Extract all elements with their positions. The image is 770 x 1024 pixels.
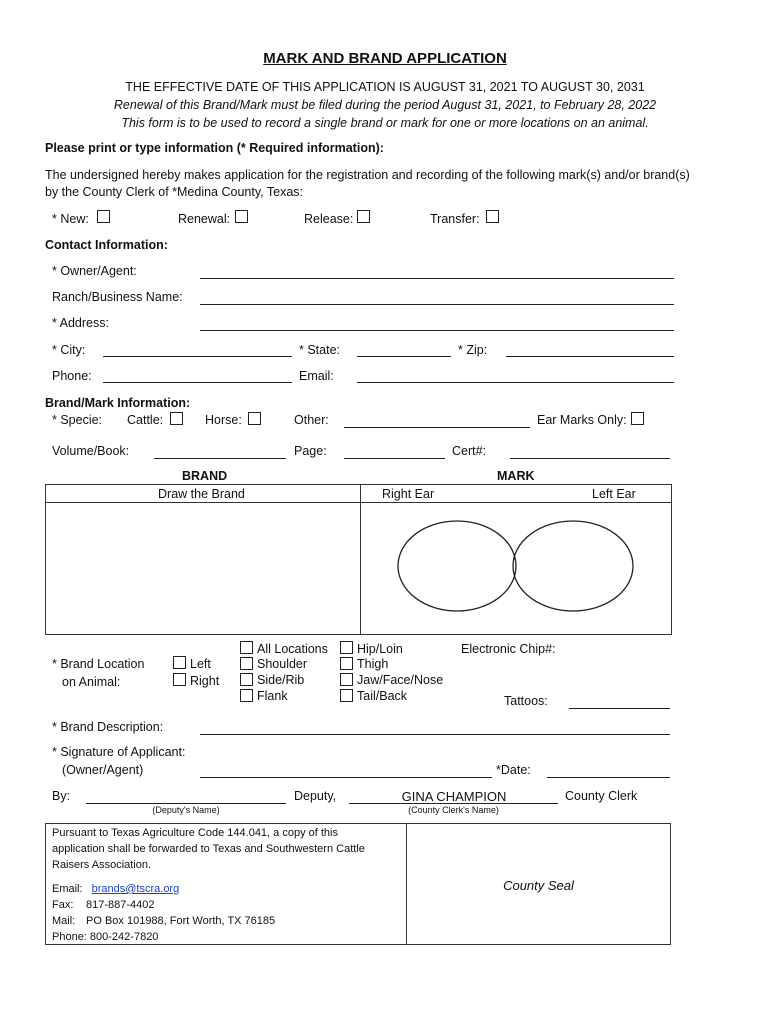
- by-label: By:: [52, 789, 71, 803]
- mark-heading: MARK: [497, 469, 535, 483]
- date-field[interactable]: [547, 777, 670, 778]
- page-field[interactable]: [344, 458, 445, 459]
- state-label: * State:: [299, 343, 340, 357]
- right-label: Right: [190, 674, 220, 688]
- all-locations-checkbox[interactable]: [240, 641, 253, 654]
- brand-heading: BRAND: [182, 469, 228, 483]
- right-ear-oval[interactable]: [398, 521, 516, 611]
- form-title: MARK AND BRAND APPLICATION: [263, 50, 507, 67]
- intro-line-1: The undersigned hereby makes application for the registration and recording of the following mark(s) and/or brand(s): [45, 168, 690, 182]
- zip-label: * Zip:: [458, 343, 488, 357]
- all-locations-label: All Locations: [257, 642, 328, 656]
- left-ear-label: Left Ear: [592, 487, 636, 501]
- deputys-name-caption: (Deputy's Name): [152, 805, 220, 815]
- address-label: * Address:: [52, 316, 109, 330]
- clerk-name: GINA CHAMPION: [401, 789, 507, 804]
- ear-marks-only-label: Ear Marks Only:: [537, 413, 627, 427]
- tattoos-label: Tattoos:: [504, 694, 548, 708]
- clerk-name-line: [349, 803, 558, 804]
- mail-value: PO Box 101988, Fort Worth, TX 76185: [86, 915, 276, 927]
- footer-note-3: Raisers Association.: [52, 859, 152, 871]
- signature-field[interactable]: [200, 777, 492, 778]
- hip-loin-label: Hip/Loin: [357, 642, 403, 656]
- mail-label-text: Mail:: [52, 915, 76, 927]
- fax-label-text: Fax:: [52, 899, 74, 911]
- email-link[interactable]: brands@tscra.org: [91, 883, 180, 895]
- phone-label: Phone:: [52, 369, 92, 383]
- side-rib-label: Side/Rib: [257, 673, 305, 687]
- cert-label: Cert#:: [452, 444, 487, 458]
- email-label-text: Email:: [52, 883, 83, 895]
- footer-email: [52, 883, 179, 895]
- county-clerk-label: County Clerk: [565, 789, 638, 803]
- county-seal-label: County Seal: [503, 878, 574, 893]
- address-field[interactable]: [200, 330, 674, 331]
- hip-loin-checkbox[interactable]: [340, 641, 353, 654]
- horse-checkbox[interactable]: [248, 412, 261, 425]
- signature-label: * Signature of Applicant:: [52, 745, 186, 759]
- owner-agent-label: (Owner/Agent): [62, 763, 144, 777]
- thigh-checkbox[interactable]: [340, 657, 353, 670]
- footer-fax: [52, 899, 155, 911]
- deputy-name-field[interactable]: [86, 803, 286, 804]
- transfer-label: Transfer:: [430, 212, 480, 226]
- other-field[interactable]: [344, 427, 530, 428]
- horse-label: Horse:: [205, 413, 242, 427]
- ranch-label: Ranch/Business Name:: [52, 290, 183, 304]
- zip-field[interactable]: [506, 356, 674, 357]
- volume-book-label: Volume/Book:: [52, 444, 130, 458]
- other-label: Other:: [294, 413, 329, 427]
- left-label: Left: [190, 657, 211, 671]
- specie-label: * Specie:: [52, 413, 103, 427]
- page-label: Page:: [294, 444, 327, 458]
- release-checkbox[interactable]: [357, 210, 370, 223]
- release-label: Release:: [304, 212, 354, 226]
- brand-description-label: * Brand Description:: [52, 720, 164, 734]
- on-animal-label: on Animal:: [62, 675, 121, 689]
- city-label: * City:: [52, 343, 86, 357]
- city-field[interactable]: [103, 356, 292, 357]
- fax-value: 817-887-4402: [86, 899, 155, 911]
- thigh-label: Thigh: [357, 657, 389, 671]
- right-checkbox[interactable]: [173, 673, 186, 686]
- new-checkbox[interactable]: [97, 210, 110, 223]
- contact-heading: Contact Information:: [45, 238, 168, 252]
- cattle-checkbox[interactable]: [170, 412, 183, 425]
- intro-line-2: by the County Clerk of *Medina County, Texas:: [45, 185, 304, 199]
- owner-label: * Owner/Agent:: [52, 264, 137, 278]
- renewal-note: Renewal of this Brand/Mark must be filed during the period August 31, 2021, to February 28, 2022: [113, 98, 657, 112]
- flank-checkbox[interactable]: [240, 689, 253, 702]
- cattle-label: Cattle:: [127, 413, 164, 427]
- email-field[interactable]: [357, 382, 674, 383]
- purpose-note: This form is to be used to record a single brand or mark for one or more locations on an animal.: [121, 116, 649, 130]
- new-label: * New:: [52, 212, 89, 226]
- left-ear-oval[interactable]: [513, 521, 633, 611]
- footer-mail: [52, 915, 275, 927]
- volume-book-field[interactable]: [154, 458, 286, 459]
- date-label: *Date:: [496, 763, 531, 777]
- shoulder-label: Shoulder: [257, 657, 308, 671]
- draw-the-brand-label: Draw the Brand: [158, 487, 245, 501]
- tail-back-label: Tail/Back: [357, 689, 408, 703]
- ranch-field[interactable]: [200, 304, 674, 305]
- deputy-label: Deputy,: [294, 789, 337, 803]
- tail-back-checkbox[interactable]: [340, 689, 353, 702]
- brand-drawing-area[interactable]: [46, 503, 359, 634]
- footer-note-1: Pursuant to Texas Agriculture Code 144.041, a copy of this: [52, 827, 338, 839]
- brand-info-heading: Brand/Mark Information:: [45, 396, 191, 410]
- owner-field[interactable]: [200, 278, 674, 279]
- footer-phone: Phone: 800-242-7820: [52, 931, 159, 943]
- shoulder-checkbox[interactable]: [240, 657, 253, 670]
- renewal-checkbox[interactable]: [235, 210, 248, 223]
- cert-field[interactable]: [510, 458, 670, 459]
- brand-location-label: * Brand Location: [52, 657, 145, 671]
- right-ear-label: Right Ear: [382, 487, 435, 501]
- email-label: Email:: [299, 369, 334, 383]
- effective-date-line: THE EFFECTIVE DATE OF THIS APPLICATION IS AUGUST 31, 2021 TO AUGUST 30, 2031: [125, 80, 645, 94]
- jaw-face-nose-checkbox[interactable]: [340, 673, 353, 686]
- transfer-checkbox[interactable]: [486, 210, 499, 223]
- flank-label: Flank: [257, 689, 288, 703]
- ear-marks-only-checkbox[interactable]: [631, 412, 644, 425]
- state-field[interactable]: [357, 356, 451, 357]
- ear-diagram[interactable]: [361, 503, 671, 634]
- renewal-label: Renewal:: [178, 212, 231, 226]
- phone-field[interactable]: [103, 382, 292, 383]
- jaw-face-nose-label: Jaw/Face/Nose: [357, 673, 444, 687]
- left-checkbox[interactable]: [173, 656, 186, 669]
- county-clerks-name-caption: (County Clerk's Name): [408, 805, 499, 815]
- brand-description-field[interactable]: [200, 734, 670, 735]
- electronic-chip-label: Electronic Chip#:: [461, 642, 556, 656]
- footer-note-2: application shall be forwarded to Texas and Southwestern Cattle: [52, 843, 365, 855]
- side-rib-checkbox[interactable]: [240, 673, 253, 686]
- tattoos-field[interactable]: [569, 708, 670, 709]
- print-instructions: Please print or type information (* Required information):: [45, 141, 384, 155]
